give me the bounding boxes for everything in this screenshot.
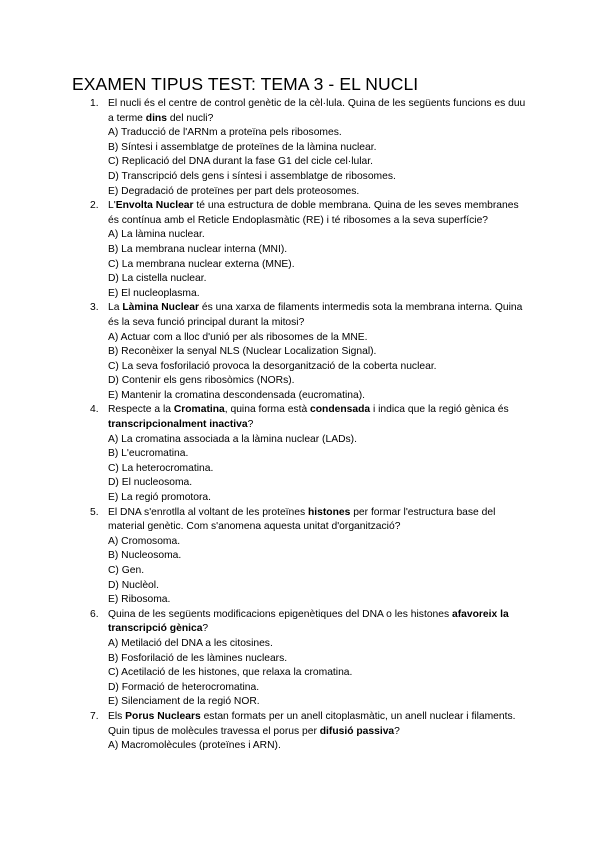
answer-option-a: A) Macromolècules (proteïnes i ARN).	[108, 740, 281, 752]
stem-text: L'	[108, 200, 116, 212]
stem-bold-text: difusió passiva	[319, 725, 395, 737]
stem-text: ?	[394, 725, 400, 737]
question-number: 6.	[90, 608, 99, 620]
stem-text: ?	[202, 623, 209, 635]
stem-text: El DNA s'enrotlla al voltant de les proteïnes	[108, 506, 308, 518]
stem-bold-text: Cromatina	[173, 404, 225, 416]
answer-option-c: C) Acetilació de les histones, que relaxa la cromatina.	[108, 667, 353, 679]
question-2	[90, 199, 530, 301]
stem-text: , quina forma està	[224, 404, 311, 416]
answer-option-d: D) La cistella nuclear.	[108, 273, 207, 285]
answer-option-c: C) Replicació del DNA durant la fase G1 del cicle cel·lular.	[108, 156, 373, 168]
question-number: 2.	[90, 200, 99, 212]
answer-option-a: A) La cromatina associada a la làmina nuclear (LADs).	[108, 433, 357, 445]
stem-text: Respecte a la	[108, 404, 174, 416]
answer-option-d: D) Transcripció dels gens i síntesi i assemblatge de ribosomes.	[108, 170, 396, 182]
answer-option-e: E) Silenciament de la regió NOR.	[108, 696, 260, 708]
stem-text: Quina de les següents modificacions epigenètiques del DNA o les histones	[108, 608, 453, 620]
answer-option-a: A) La làmina nuclear.	[108, 229, 205, 241]
answer-option-d: D) Nuclèol.	[108, 579, 159, 591]
answer-option-b: B) Reconèixer la senyal NLS (Nuclear Localization Signal).	[108, 346, 377, 358]
question-stem	[108, 301, 530, 330]
question-7	[90, 710, 530, 754]
question-stem	[108, 506, 530, 535]
answer-option-e: E) Degradació de proteïnes per part dels proteosomes.	[108, 185, 360, 197]
stem-bold-text: transcripcionalment inactiva	[108, 419, 248, 431]
question-5	[90, 506, 530, 608]
answer-option-e: E) La regió promotora.	[108, 492, 212, 504]
question-stem	[108, 199, 530, 228]
answer-option-c: C) La membrana nuclear externa (MNE).	[108, 258, 295, 270]
question-stem	[108, 710, 530, 739]
stem-bold-text: Envolta Nuclear	[115, 200, 194, 212]
stem-text: ?	[247, 419, 254, 431]
question-number: 5.	[90, 506, 99, 518]
stem-bold-text: afavoreix la transcripció gènica	[108, 608, 509, 635]
page-title: EXAMEN TIPUS TEST: TEMA 3 - EL NUCLI	[72, 74, 419, 94]
answer-option-d: D) Contenir els gens ribosòmics (NORs).	[108, 375, 295, 387]
answer-option-a: A) Cromosoma.	[108, 535, 181, 547]
stem-text: estan formats per un anell citoplasmàtic, un anell nuclear i filaments. Quin tipus de molècules travessa el porus per	[108, 710, 516, 737]
stem-text: Els	[108, 710, 126, 722]
question-number: 4.	[90, 404, 99, 416]
stem-bold-text: dins	[145, 112, 167, 124]
stem-text: El nucli és el centre de control genètic de la cèl·lula. Quina de les següents funcions es duu a terme	[108, 98, 526, 124]
question-list	[90, 97, 530, 754]
answer-option-c: C) Gen.	[108, 565, 145, 576]
stem-text: del nucli?	[166, 112, 214, 124]
stem-text: per formar l'estructura base del material genètic. Com s'anomena aquesta unitat d'organització?	[108, 506, 496, 533]
stem-text: és una xarxa de filaments intermedis sota la membrana interna. Quina és la seva funció principal durant la mitosi?	[108, 302, 523, 328]
answer-option-b: B) Fosforilació de les làmines nuclears.	[108, 652, 288, 664]
answer-option-b: B) Nucleosoma.	[108, 550, 182, 562]
question-number: 3.	[90, 302, 99, 314]
question-number: 7.	[90, 710, 99, 722]
answer-option-e: E) Ribosoma.	[108, 594, 171, 606]
question-stem	[108, 608, 530, 637]
answer-option-c: C) La heterocromatina.	[108, 462, 214, 474]
answer-option-b: B) L'eucromatina.	[108, 448, 189, 460]
stem-text: La	[108, 302, 123, 314]
answer-option-c: C) La seva fosforilació provoca la desorganització de la coberta nuclear.	[108, 360, 437, 372]
answer-option-d: D) Formació de heterocromatina.	[108, 681, 260, 693]
answer-option-e: E) El nucleoplasma.	[108, 287, 200, 299]
stem-bold-text: condensada	[310, 404, 371, 416]
answer-option-e: E) Mantenir la cromatina descondensada (eucromatina).	[108, 389, 365, 401]
stem-text: i indica que la regió gènica és	[370, 404, 509, 416]
answer-option-b: B) La membrana nuclear interna (MNI).	[108, 243, 288, 255]
stem-bold-text: Porus Nuclears	[125, 710, 201, 722]
question-1	[90, 97, 530, 199]
answer-option-b: B) Síntesi i assemblatge de proteïnes de la làmina nuclear.	[108, 141, 377, 153]
question-6	[90, 608, 530, 710]
stem-text: té una estructura de doble membrana. Quina de les seves membranes és contínua amb el Reticle Endoplasmàtic (RE) i té ribosomes a la seva superfície?	[108, 200, 519, 226]
answer-option-d: D) El nucleosoma.	[108, 477, 193, 489]
question-3	[90, 301, 530, 403]
stem-bold-text: Làmina Nuclear	[122, 302, 200, 314]
answer-option-a: A) Metilació del DNA a les citosines.	[108, 637, 273, 649]
stem-bold-text: histones	[308, 506, 351, 518]
question-stem	[108, 97, 530, 126]
question-stem	[108, 403, 530, 432]
answer-option-a: A) Traducció de l'ARNm a proteïna pels ribosomes.	[108, 127, 342, 139]
question-4	[90, 403, 530, 505]
answer-option-a: A) Actuar com a lloc d'unió per als ribosomes de la MNE.	[108, 331, 368, 343]
question-number: 1.	[90, 98, 99, 109]
